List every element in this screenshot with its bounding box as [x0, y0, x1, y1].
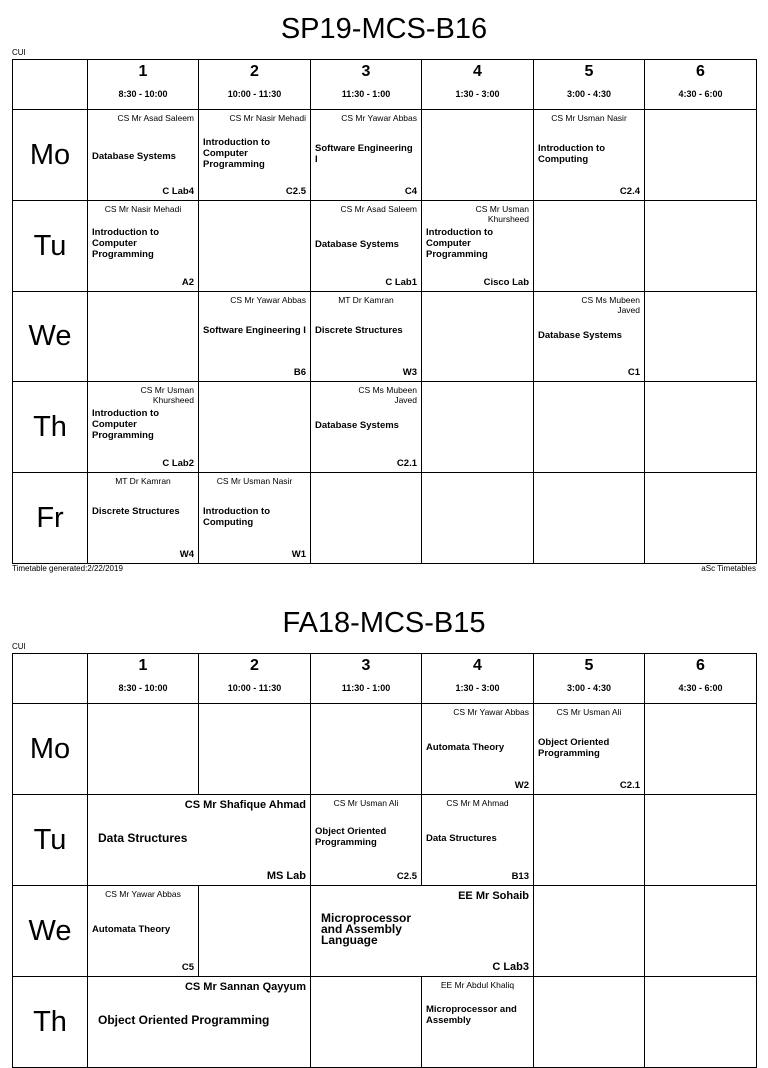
- empty-cell: [645, 382, 757, 473]
- room-label: W2: [514, 780, 529, 791]
- period-time: 11:30 - 1:00: [341, 89, 391, 99]
- empty-cell: [311, 977, 422, 1068]
- period-time: 1:30 - 3:00: [455, 683, 500, 693]
- subject-name: Software Engineering I: [203, 325, 306, 336]
- empty-cell: [422, 473, 534, 564]
- teacher-name: CS Mr Usman Nasir: [216, 476, 293, 486]
- empty-cell: [645, 795, 757, 886]
- day-row: [13, 110, 757, 201]
- empty-cell: [534, 977, 645, 1068]
- teacher-name: CS Ms Mubeen Javed: [358, 385, 417, 405]
- teacher-name: CS Mr Sannan Qayyum: [184, 981, 306, 993]
- teacher-name: CS Mr Yawar Abbas: [453, 707, 529, 717]
- period-header: [88, 60, 199, 110]
- subject-name: Data Structures: [426, 833, 497, 844]
- class-cell[interactable]: [88, 977, 311, 1068]
- teacher-name: MT Dr Kamran: [115, 476, 171, 486]
- room-label: W1: [291, 549, 306, 560]
- period-time: 4:30 - 6:00: [678, 89, 723, 99]
- empty-cell: [422, 292, 534, 382]
- room-label: W3: [402, 367, 417, 378]
- room-label: B13: [511, 871, 529, 882]
- class-cell[interactable]: [422, 977, 534, 1068]
- teacher-name: CS Mr Usman Nasir: [551, 113, 627, 123]
- room-label: C2.5: [285, 186, 306, 197]
- class-cell[interactable]: [422, 795, 534, 886]
- day-label: Tu: [13, 795, 88, 886]
- period-time: 8:30 - 10:00: [118, 89, 168, 99]
- class-cell[interactable]: [534, 292, 645, 382]
- subject-name: Software Engineering I: [315, 143, 413, 165]
- teacher-name: CS Mr Shafique Ahmad: [184, 799, 306, 811]
- teacher-name: CS Mr M Ahmad: [446, 798, 509, 808]
- empty-cell: [199, 201, 311, 292]
- day-row: [13, 292, 757, 382]
- day-row: [13, 704, 757, 795]
- room-label: C5: [181, 962, 194, 973]
- class-cell[interactable]: [534, 110, 645, 201]
- empty-cell: [645, 110, 757, 201]
- subject-name: Automata Theory: [92, 924, 171, 935]
- room-label: MS Lab: [266, 870, 306, 882]
- class-cell[interactable]: [88, 110, 199, 201]
- day-row: [13, 795, 757, 886]
- teacher-name: CS Mr Usman Ali: [333, 798, 399, 808]
- empty-cell: [534, 886, 645, 977]
- timetable-grid: [12, 653, 757, 1068]
- period-header: [311, 60, 422, 110]
- room-label: C Lab4: [162, 186, 194, 197]
- period-time: 1:30 - 3:00: [455, 89, 500, 99]
- period-header: [645, 60, 757, 110]
- empty-cell: [311, 704, 422, 795]
- class-cell[interactable]: [311, 795, 422, 886]
- room-label: C2.4: [619, 186, 640, 197]
- day-label: Tu: [13, 201, 88, 292]
- subject-name: Discrete Structures: [315, 325, 403, 336]
- day-row: [13, 977, 757, 1068]
- day-row: [13, 473, 757, 564]
- teacher-name: CS Mr Nasir Mehadi: [229, 113, 306, 123]
- timetable-title: SP19-MCS-B16: [280, 13, 488, 45]
- day-label: Th: [13, 977, 88, 1068]
- teacher-name: EE Mr Abdul Khaliq: [440, 980, 515, 990]
- subject-name: Discrete Structures: [92, 506, 180, 517]
- subject-name: Introduction to Computer Programming: [203, 137, 271, 170]
- empty-cell: [88, 292, 199, 382]
- period-number: 3: [361, 63, 371, 80]
- period-number: 6: [696, 63, 705, 80]
- room-label: B6: [293, 367, 306, 378]
- room-label: W4: [179, 549, 194, 560]
- class-cell[interactable]: [88, 201, 199, 292]
- day-label: Fr: [13, 473, 88, 564]
- header-row: [13, 60, 757, 110]
- period-header: [199, 654, 311, 704]
- period-number: 4: [473, 657, 482, 674]
- day-label: Mo: [13, 704, 88, 795]
- class-cell[interactable]: [311, 292, 422, 382]
- empty-cell: [88, 704, 199, 795]
- period-time: 11:30 - 1:00: [341, 683, 391, 693]
- empty-cell: [645, 473, 757, 564]
- period-number: 5: [584, 63, 594, 80]
- teacher-name: CS Mr Usman Khursheed: [140, 385, 194, 405]
- room-label: C Lab3: [492, 961, 529, 973]
- subject-name: Microprocessor and Assembly: [426, 1004, 517, 1026]
- period-header: [534, 60, 645, 110]
- subject-name: Microprocessor and Assembly Language: [321, 911, 412, 947]
- day-label: Th: [13, 382, 88, 473]
- corner-cell: [13, 654, 88, 704]
- period-number: 1: [138, 63, 148, 80]
- class-cell[interactable]: [199, 110, 311, 201]
- empty-cell: [534, 795, 645, 886]
- class-cell[interactable]: [534, 704, 645, 795]
- period-number: 3: [361, 657, 371, 674]
- header-row: [13, 654, 757, 704]
- period-header: [645, 654, 757, 704]
- empty-cell: [311, 473, 422, 564]
- teacher-name: CS Mr Usman Khursheed: [475, 204, 529, 224]
- corner-cell: [13, 60, 88, 110]
- period-time: 4:30 - 6:00: [678, 683, 723, 693]
- empty-cell: [534, 382, 645, 473]
- teacher-name: EE Mr Sohaib: [458, 890, 529, 902]
- empty-cell: [199, 704, 311, 795]
- room-label: C2.1: [396, 458, 417, 469]
- empty-cell: [422, 382, 534, 473]
- room-label: C4: [404, 186, 417, 197]
- period-number: 2: [250, 63, 259, 80]
- period-time: 10:00 - 11:30: [227, 89, 282, 99]
- teacher-name: CS Mr Asad Saleem: [340, 204, 417, 214]
- teacher-name: CS Mr Yawar Abbas: [105, 889, 181, 899]
- period-time: 3:00 - 4:30: [566, 89, 612, 99]
- subject-name: Introduction to Computing: [538, 143, 606, 165]
- timetable-title: FA18-MCS-B15: [282, 607, 486, 639]
- class-cell[interactable]: [311, 382, 422, 473]
- institution-label: CUI: [12, 48, 26, 57]
- class-cell[interactable]: [88, 473, 199, 564]
- room-label: Cisco Lab: [483, 277, 529, 288]
- class-cell[interactable]: [422, 704, 534, 795]
- class-cell[interactable]: [311, 110, 422, 201]
- class-cell[interactable]: [88, 886, 199, 977]
- class-cell[interactable]: [88, 382, 199, 473]
- room-label: C Lab2: [162, 458, 194, 469]
- subject-name: Object Oriented Programming: [315, 826, 387, 848]
- teacher-name: CS Mr Nasir Mehadi: [104, 204, 182, 214]
- class-cell[interactable]: [311, 886, 534, 977]
- room-label: A2: [181, 277, 194, 288]
- class-cell[interactable]: [199, 292, 311, 382]
- room-label: C1: [627, 367, 640, 378]
- day-row: [13, 886, 757, 977]
- day-label: We: [13, 292, 88, 382]
- subject-name: Automata Theory: [426, 742, 505, 753]
- teacher-name: CS Mr Usman Ali: [556, 707, 622, 717]
- period-time: 8:30 - 10:00: [118, 683, 168, 693]
- day-row: [13, 201, 757, 292]
- period-number: 1: [138, 657, 148, 674]
- teacher-name: CS Ms Mubeen Javed: [581, 295, 640, 315]
- class-cell[interactable]: [199, 473, 311, 564]
- empty-cell: [645, 292, 757, 382]
- period-number: 5: [584, 657, 594, 674]
- room-label: C2.5: [396, 871, 417, 882]
- subject-name: Introduction to Computer Programming: [92, 408, 160, 441]
- empty-cell: [422, 110, 534, 201]
- period-header: [422, 60, 534, 110]
- empty-cell: [534, 473, 645, 564]
- period-time: 3:00 - 4:30: [566, 683, 612, 693]
- class-cell[interactable]: [88, 795, 311, 886]
- day-row: [13, 382, 757, 473]
- subject-name: Introduction to Computing: [203, 506, 271, 528]
- empty-cell: [199, 886, 311, 977]
- period-time: 10:00 - 11:30: [227, 683, 282, 693]
- empty-cell: [645, 886, 757, 977]
- institution-label: CUI: [12, 642, 26, 651]
- teacher-name: MT Dr Kamran: [338, 295, 394, 305]
- period-header: [534, 654, 645, 704]
- empty-cell: [199, 382, 311, 473]
- timetable-grid: [12, 59, 757, 564]
- room-label: C Lab1: [385, 277, 417, 288]
- subject-name: Database Systems: [315, 239, 399, 250]
- subject-name: Object Oriented Programming: [538, 737, 610, 759]
- teacher-name: CS Mr Yawar Abbas: [230, 295, 306, 305]
- period-number: 2: [250, 657, 259, 674]
- empty-cell: [645, 977, 757, 1068]
- room-label: C2.1: [619, 780, 640, 791]
- period-header: [422, 654, 534, 704]
- subject-name: Database Systems: [92, 151, 176, 162]
- subject-name: Database Systems: [538, 330, 622, 341]
- subject-name: Data Structures: [98, 831, 188, 845]
- subject-name: Introduction to Computer Programming: [426, 227, 494, 260]
- period-header: [199, 60, 311, 110]
- day-label: We: [13, 886, 88, 977]
- teacher-name: CS Mr Yawar Abbas: [341, 113, 417, 123]
- empty-cell: [534, 201, 645, 292]
- empty-cell: [645, 201, 757, 292]
- subject-name: Database Systems: [315, 420, 399, 431]
- teacher-name: CS Mr Asad Saleem: [117, 113, 194, 123]
- subject-name: Introduction to Computer Programming: [92, 227, 160, 260]
- period-number: 4: [473, 63, 482, 80]
- period-header: [88, 654, 199, 704]
- generated-footer: Timetable generated:2/22/2019: [12, 564, 123, 573]
- day-label: Mo: [13, 110, 88, 201]
- class-cell[interactable]: [311, 201, 422, 292]
- period-header: [311, 654, 422, 704]
- empty-cell: [645, 704, 757, 795]
- period-number: 6: [696, 657, 705, 674]
- software-credit: aSc Timetables: [701, 564, 756, 573]
- subject-name: Object Oriented Programming: [98, 1013, 270, 1027]
- class-cell[interactable]: [422, 201, 534, 292]
